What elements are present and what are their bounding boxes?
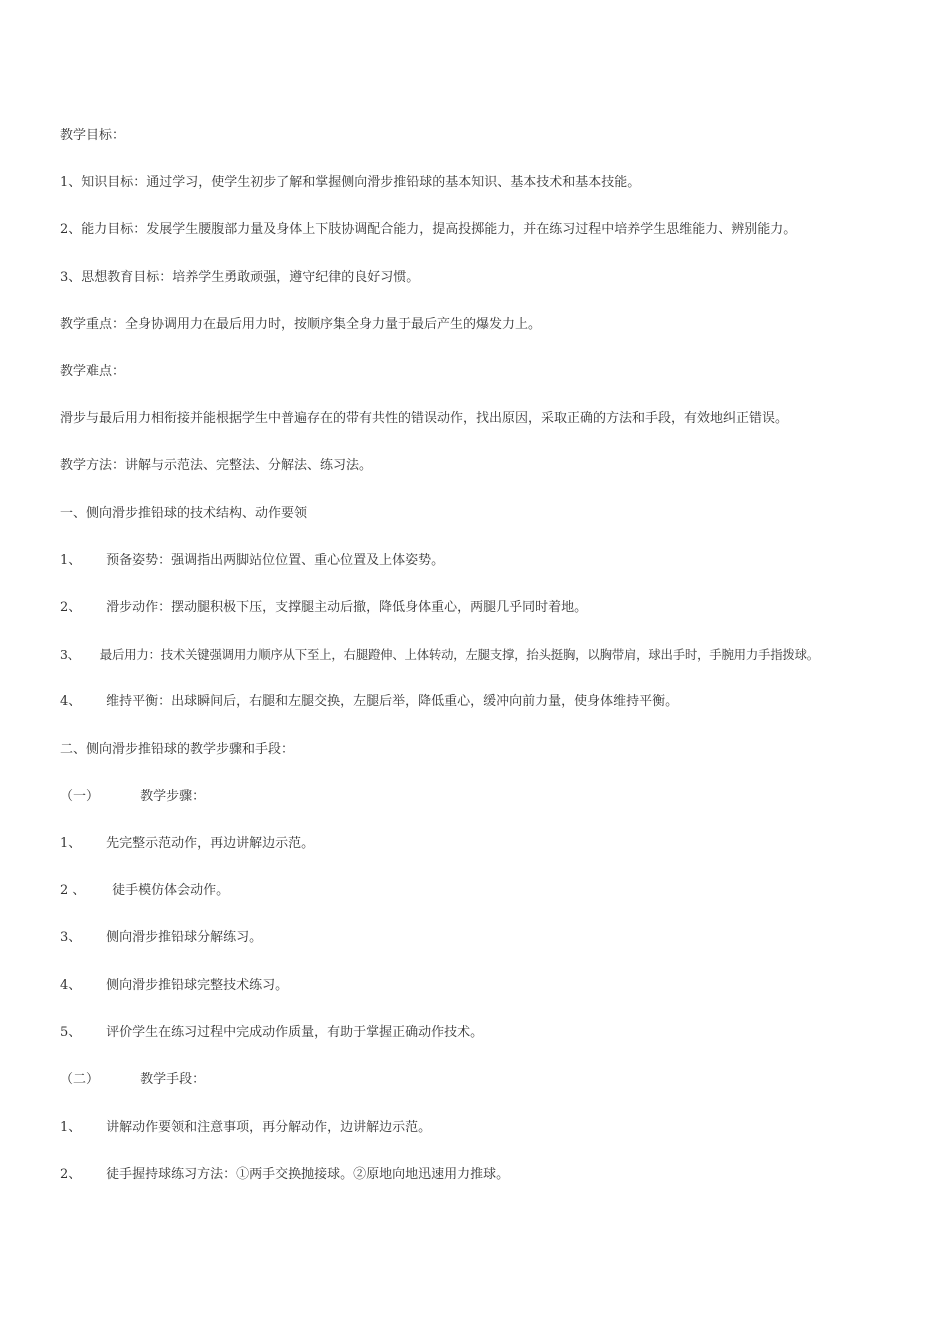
item-number: 5、	[60, 1025, 82, 1040]
goal-ideological: 3、思想教育目标：培养学生勇敢顽强，遵守纪律的良好习惯。	[60, 270, 420, 285]
item-number: 2、	[60, 1167, 82, 1182]
list-item	[60, 880, 930, 902]
difficulty-heading: 教学难点：	[60, 364, 126, 379]
list-item	[60, 550, 930, 572]
item-number: 2、	[60, 600, 82, 615]
item-text: 先完整示范动作，再边讲解边示范。	[106, 836, 315, 851]
item-text: 徒手模仿体会动作。	[112, 883, 230, 898]
goal-knowledge: 1、知识目标：通过学习，使学生初步了解和掌握侧向滑步推铅球的基本知识、基本技术和基本技能。	[60, 175, 641, 190]
subsection-number: （一）	[60, 789, 100, 804]
list-item	[60, 975, 930, 997]
subsection-title: 教学手段：	[140, 1072, 206, 1087]
list-item	[60, 644, 930, 666]
heading-teaching-goals: 教学目标：	[60, 128, 126, 143]
list-item	[60, 1117, 930, 1139]
item-number: 2 、	[60, 883, 86, 898]
subsection-b	[60, 1069, 930, 1091]
item-text: 维持平衡：出球瞬间后，右腿和左腿交换，左腿后举，降低重心，缓冲向前力量，使身体维持平衡。	[106, 694, 679, 709]
item-number: 3、	[60, 647, 80, 662]
item-text: 侧向滑步推铅球完整技术练习。	[106, 978, 289, 993]
item-text: 最后用力：技术关键强调用力顺序从下至上，右腿蹬伸、上体转动，左腿支撑，抬头挺胸，以胸带肩，球出手时，手腕用力手指拨球。	[99, 647, 819, 662]
subsection-title: 教学步骤：	[140, 789, 206, 804]
difficulty-text: 滑步与最后用力相衔接并能根据学生中普遍存在的带有共性的错误动作，找出原因，采取正确的方法和手段，有效地纠正错误。	[60, 411, 789, 426]
item-text: 预备姿势：强调指出两脚站位位置、重心位置及上体姿势。	[106, 553, 445, 568]
section-2-title: 二、侧向滑步推铅球的教学步骤和手段：	[60, 742, 295, 757]
item-text: 侧向滑步推铅球分解练习。	[106, 930, 263, 945]
item-text: 评价学生在练习过程中完成动作质量，有助于掌握正确动作技术。	[106, 1025, 484, 1040]
item-text: 徒手握持球练习方法：①两手交换抛接球。②原地向地迅速用力推球。	[106, 1167, 510, 1182]
list-item	[60, 833, 930, 855]
item-number: 1、	[60, 553, 82, 568]
subsection-number: （二）	[60, 1072, 100, 1087]
key-point: 教学重点：全身协调用力在最后用力时，按顺序集全身力量于最后产生的爆发力上。	[60, 317, 542, 332]
item-text: 讲解动作要领和注意事项，再分解动作，边讲解边示范。	[106, 1120, 432, 1135]
list-item	[60, 597, 930, 619]
list-item	[60, 1164, 930, 1186]
subsection-a	[60, 786, 930, 808]
item-number: 1、	[60, 836, 82, 851]
goal-ability: 2、能力目标：发展学生腰腹部力量及身体上下肢协调配合能力，提高投掷能力，并在练习过程中培养学生思维能力、辨别能力。	[60, 222, 797, 237]
list-item	[60, 1022, 930, 1044]
item-number: 3、	[60, 930, 82, 945]
list-item	[60, 691, 930, 713]
item-number: 1、	[60, 1120, 82, 1135]
item-number: 4、	[60, 978, 82, 993]
section-1-title: 一、侧向滑步推铅球的技术结构、动作要领	[60, 506, 308, 521]
item-number: 4、	[60, 694, 82, 709]
teaching-methods: 教学方法：讲解与示范法、完整法、分解法、练习法。	[60, 458, 373, 473]
item-text: 滑步动作：摆动腿积极下压，支撑腿主动后撤，降低身体重心，两腿几乎同时着地。	[106, 600, 588, 615]
list-item	[60, 927, 930, 949]
